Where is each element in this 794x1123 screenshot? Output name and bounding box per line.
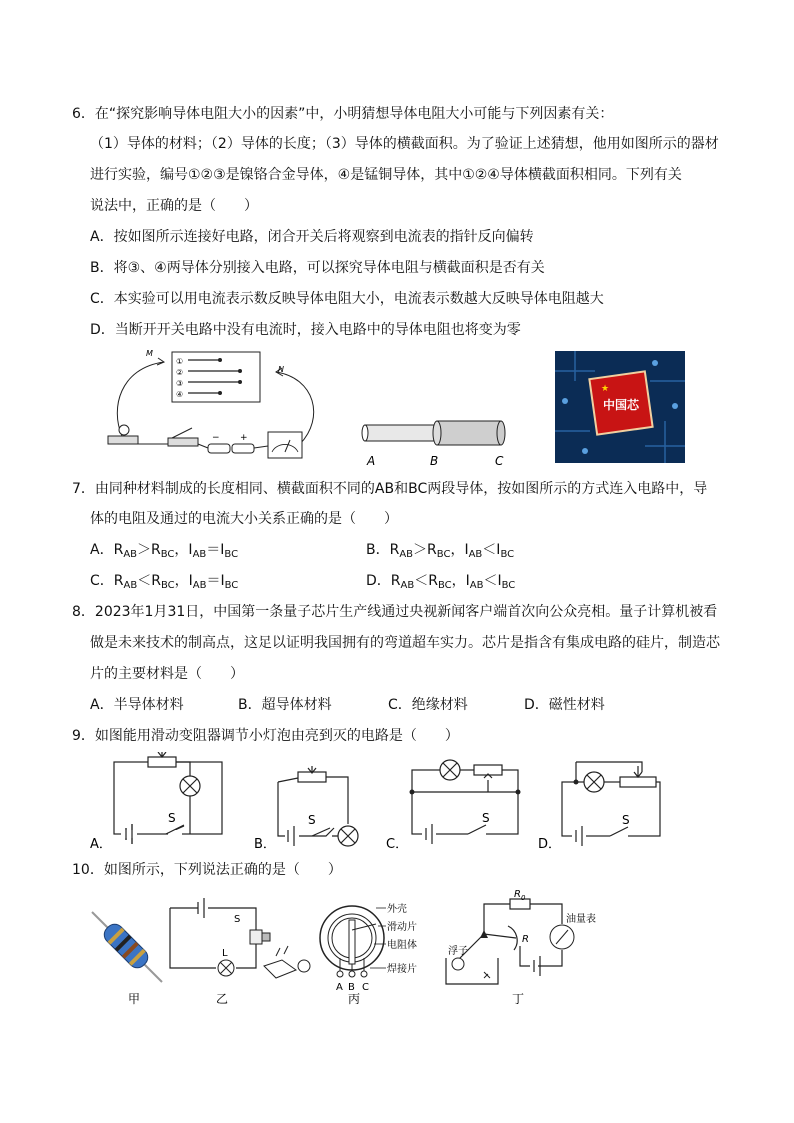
bing-slider-label: 滑动片: [387, 922, 417, 933]
bing-b-label: B: [348, 982, 355, 993]
q6-option-c: C．本实验可以用电流表示数反映导体电阻大小，电流表示数越大反映导体电阻越大: [90, 291, 604, 307]
ammeter-icon: [268, 432, 302, 458]
battery-minus: −: [212, 433, 220, 443]
q9-d-switch-label: S: [622, 813, 630, 827]
ding-float-label: 浮子: [448, 946, 468, 957]
q9-a-switch-label: S: [168, 811, 176, 825]
q6-stem: 6．在“探究影响导体电阻大小的因素”中，小明猜想导体电阻大小可能与下列因素有关：: [72, 106, 614, 122]
q7-line2: 体的电阻及通过的电流大小关系正确的是（ ）: [90, 511, 398, 527]
q9-stem: 9．如图能用滑动变阻器调节小灯泡由亮到灭的电路是（ ）: [72, 728, 459, 744]
q9-label-c: C．: [386, 837, 409, 852]
q8-option-d: D．磁性材料: [524, 697, 605, 713]
battery-plus: +: [240, 433, 248, 443]
yi-lamp-label: L: [222, 948, 228, 959]
q10-stem: 10．如图所示，下列说法正确的是（ ）: [72, 862, 342, 878]
bing-shell-label: 外壳: [387, 904, 407, 915]
point-a-label: A: [367, 454, 376, 468]
q8-stem: 8．2023年1月31日，中国第一条量子芯片生产线通过央视新闻客户端首次向公众亮相。量子计算机被看: [72, 604, 718, 620]
q8-chip-photo: [555, 351, 685, 463]
lamp-flame-icon: [264, 960, 296, 978]
wire-2-label: ②: [176, 368, 184, 377]
ding-r0-label: $R_0$: [514, 889, 526, 902]
caption-jia: 甲: [128, 992, 141, 1006]
q8-option-a: A．半导体材料: [90, 697, 184, 713]
q6-line4: 说法中，正确的是（ ）: [90, 198, 258, 214]
q6-line2: （1）导体的材料；（2）导体的长度；（3）导体的横截面积。为了验证上述猜想，他用如图所示的器材: [90, 136, 719, 152]
q6-option-b: B．将③、④两导体分别接入电路，可以探究导体电阻与横截面积是否有关: [90, 260, 545, 276]
ding-r-label: R: [522, 934, 529, 945]
q6-circuit-figure: [100, 348, 340, 466]
q7-stem: 7．由同种材料制成的长度相同、横截面积不同的AB和BC两段导体，按如图所示的方式连入电路中，导: [72, 481, 708, 497]
q6-option-d: D．当断开开关电路中没有电流时，接入电路中的导体电阻也将变为零: [90, 322, 521, 338]
bing-tab-label: 焊接片: [387, 964, 417, 975]
q7-option-c: C．$R_{AB}<R_{BC}$，$I_{AB}=I_{BC}$: [90, 573, 239, 591]
q8-line2: 做是未来技术的制高点，这足以证明我国拥有的弯道超车实力。芯片是指含有集成电路的硅片，制造芯: [90, 635, 720, 651]
caption-bing: 丙: [348, 992, 361, 1006]
n-label: N: [278, 365, 284, 374]
star-icon: ★: [601, 384, 610, 394]
m-label: M: [146, 349, 153, 358]
switch-icon: [168, 438, 198, 446]
q8-option-b: B．超导体材料: [238, 697, 332, 713]
q9-label-a: A．: [90, 837, 112, 852]
q7-option-b: B．$R_{AB}>R_{BC}$，$I_{AB}<I_{BC}$: [366, 542, 515, 560]
caption-ding: 丁: [512, 992, 525, 1006]
point-b-label: B: [430, 454, 439, 468]
yi-switch-label: S: [234, 914, 241, 925]
q6-option-a: A．按如图所示连接好电路，闭合开关后将观察到电流表的指针反向偏转: [90, 229, 534, 245]
q6-line3: 进行实验，编号①②③是镍铬合金导体，④是锰铜导体，其中①②④导体横截面积相同。下列有关: [90, 167, 682, 183]
point-c-label: C: [495, 454, 504, 468]
ding-meter-label: 油量表: [566, 914, 596, 925]
q9-b-switch-label: S: [308, 813, 316, 827]
q8-option-c: C．绝缘材料: [388, 697, 468, 713]
q9-c-switch-label: S: [482, 811, 490, 825]
q7-option-a: A．$R_{AB}>R_{BC}$，$I_{AB}=I_{BC}$: [90, 542, 239, 560]
q7-conductor-figure: [355, 415, 515, 470]
q9-circuits-figure: [86, 752, 676, 852]
bulb-icon: [119, 425, 129, 435]
chip-label: 中国芯: [603, 398, 640, 412]
wire-4-label: ④: [176, 390, 184, 399]
bing-resistor-label: 电阻体: [387, 940, 417, 951]
q7-option-d: D．$R_{AB}<R_{BC}$，$I_{AB}<I_{BC}$: [366, 573, 516, 591]
wire-3-label: ③: [176, 379, 184, 388]
caption-yi: 乙: [216, 992, 229, 1006]
q9-label-d: D．: [538, 837, 562, 852]
q10-figures: [86, 888, 606, 1013]
socket-icon: [250, 930, 262, 944]
q8-line3: 片的主要材料是（ ）: [90, 666, 244, 682]
wire-1-label: ①: [176, 357, 184, 366]
bing-a-label: A: [336, 982, 343, 993]
bing-c-label: C: [362, 982, 369, 993]
q9-label-b: B．: [254, 837, 276, 852]
